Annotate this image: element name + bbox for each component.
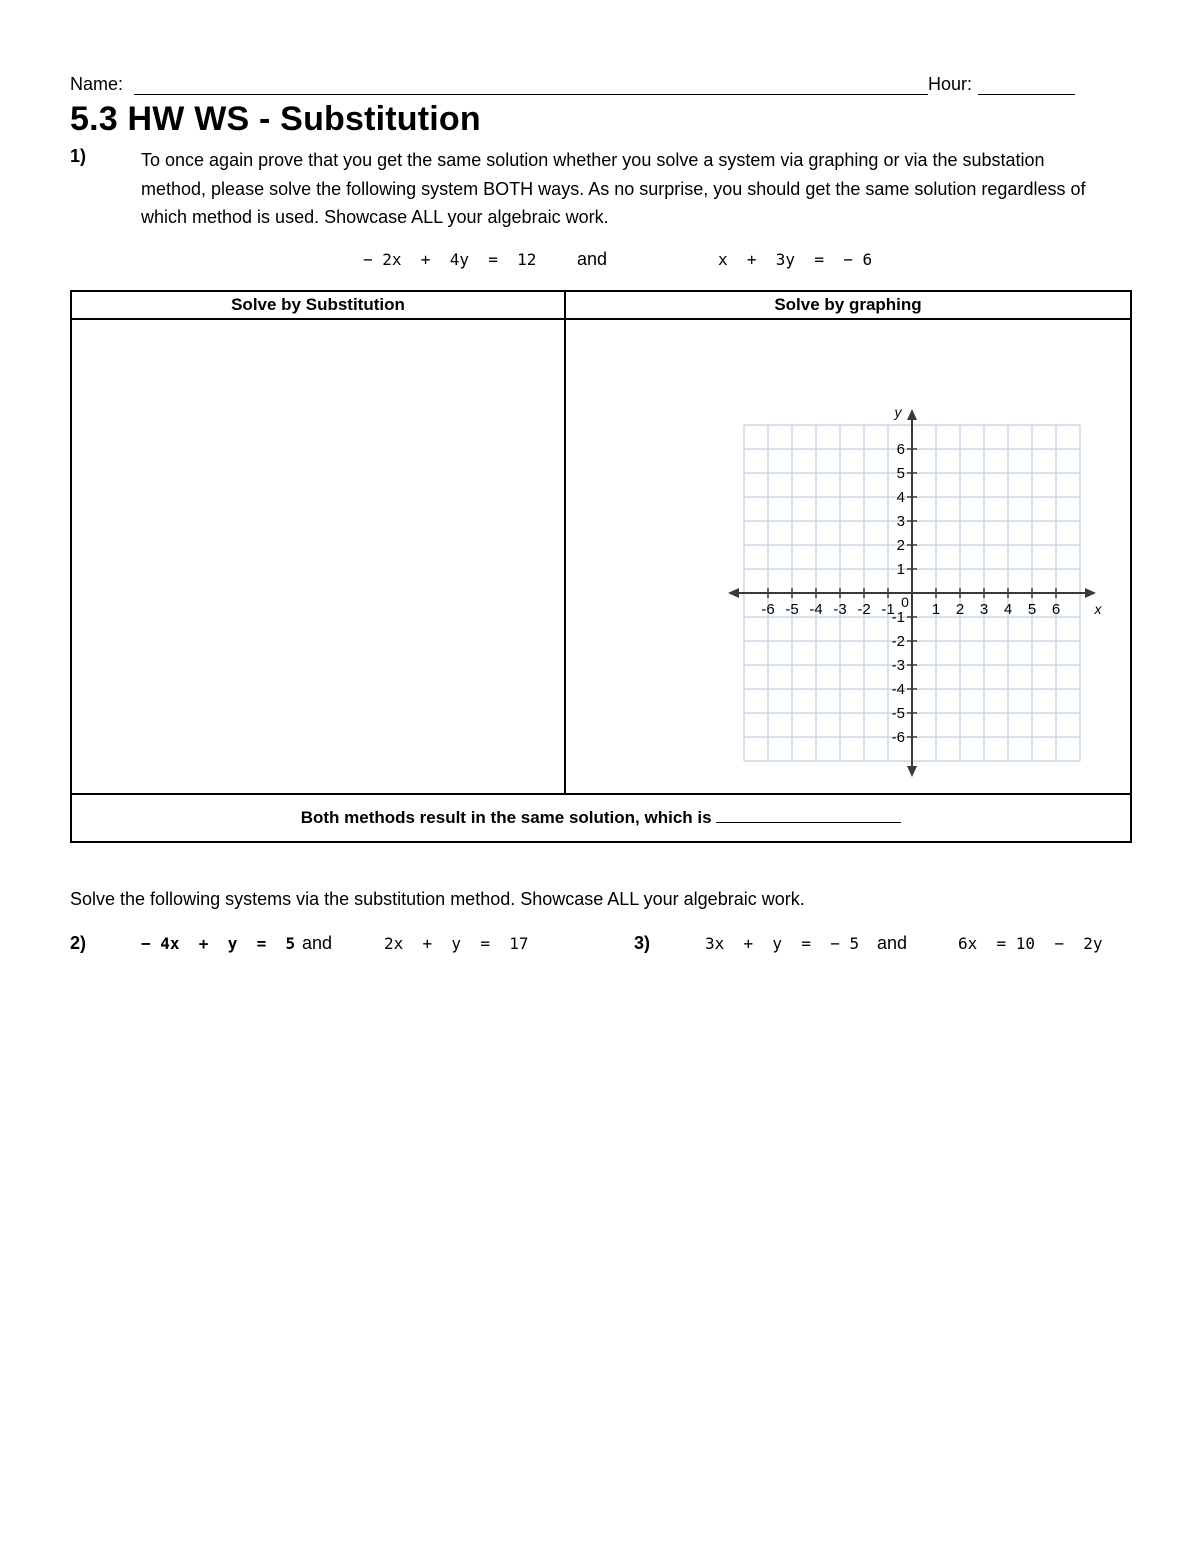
x-tick-label: 4	[1003, 601, 1013, 618]
y-tick-label: 2	[896, 537, 905, 554]
col-header-graphing: Solve by graphing	[565, 291, 1131, 319]
name-label: Name:	[70, 74, 124, 94]
graphing-work-area[interactable]	[565, 319, 1131, 794]
y-tick-label: -2	[891, 633, 905, 650]
y-tick-label: 4	[896, 489, 905, 506]
q2-number: 2)	[70, 933, 87, 953]
y-tick-label: 6	[896, 441, 905, 458]
y-tick-label: -1	[891, 609, 905, 626]
y-axis-arrow-down-icon	[907, 766, 917, 777]
x-tick-label: 6	[1051, 601, 1061, 618]
x-axis-arrow-right-icon	[1085, 588, 1096, 598]
instructions-text: Solve the following systems via the substitution method. Showcase ALL your algebraic work.	[70, 889, 805, 909]
q3-and: and	[877, 933, 908, 953]
col-header-substitution: Solve by Substitution	[71, 291, 565, 319]
q2-equation-2: 2x + y = 17	[384, 934, 529, 953]
name-field[interactable]	[134, 74, 928, 95]
q3-equation-1: 3x + y = − 5	[705, 934, 860, 953]
q3-equation-2: 6x = 10 − 2y	[958, 934, 1103, 953]
substitution-work-area[interactable]	[71, 319, 565, 794]
y-axis-label: y	[894, 404, 902, 420]
y-tick-label: 1	[896, 561, 905, 578]
x-tick-label: -2	[857, 601, 871, 618]
q1-number: 1)	[70, 146, 87, 166]
solution-footer-text: Both methods result in the same solution, which is	[300, 808, 712, 827]
origin-label: 0	[901, 594, 909, 610]
x-tick-label: -4	[809, 601, 823, 618]
y-tick-label: -3	[891, 657, 905, 674]
coordinate-grid[interactable]	[744, 404, 1144, 793]
y-tick-label: 3	[896, 513, 905, 530]
x-tick-label: 2	[955, 601, 965, 618]
hour-field[interactable]	[978, 74, 1075, 95]
q2-and: and	[302, 933, 333, 953]
y-tick-label: -4	[891, 681, 905, 698]
x-axis-label: x	[1094, 601, 1102, 617]
q1-and: and	[577, 249, 608, 269]
solution-blank[interactable]	[716, 808, 901, 823]
x-tick-label: 3	[979, 601, 989, 618]
y-tick-label: 5	[896, 465, 905, 482]
header-line	[70, 74, 1080, 100]
x-tick-label: -6	[761, 601, 775, 618]
q1-equation-1: − 2x + 4y = 12	[363, 250, 537, 269]
q3-number: 3)	[634, 933, 651, 953]
page-title: 5.3 HW WS - Substitution	[70, 100, 481, 138]
x-tick-label: -1	[881, 601, 895, 618]
q1-text: To once again prove that you get the same solution whether you solve a system via graphing or via the substation method, please solve the following system BOTH ways. As no surprise, you should get the same solution regardless of which method is used. Showcase ALL your algebraic work.	[141, 150, 1086, 227]
q1-equation-2: x + 3y = − 6	[718, 250, 873, 269]
x-tick-label: -5	[785, 601, 799, 618]
x-axis-arrow-left-icon	[728, 588, 739, 598]
x-tick-label: 1	[931, 601, 941, 618]
q2-equation-1: − 4x + y = 5	[141, 934, 296, 953]
solution-footer	[71, 794, 1131, 842]
x-tick-label: -3	[833, 601, 847, 618]
y-tick-label: -5	[891, 705, 905, 722]
y-tick-label: -6	[891, 729, 905, 746]
hour-label: Hour:	[928, 74, 973, 94]
y-axis-arrow-up-icon	[907, 409, 917, 420]
x-tick-label: 5	[1027, 601, 1037, 618]
work-table	[70, 290, 1132, 843]
